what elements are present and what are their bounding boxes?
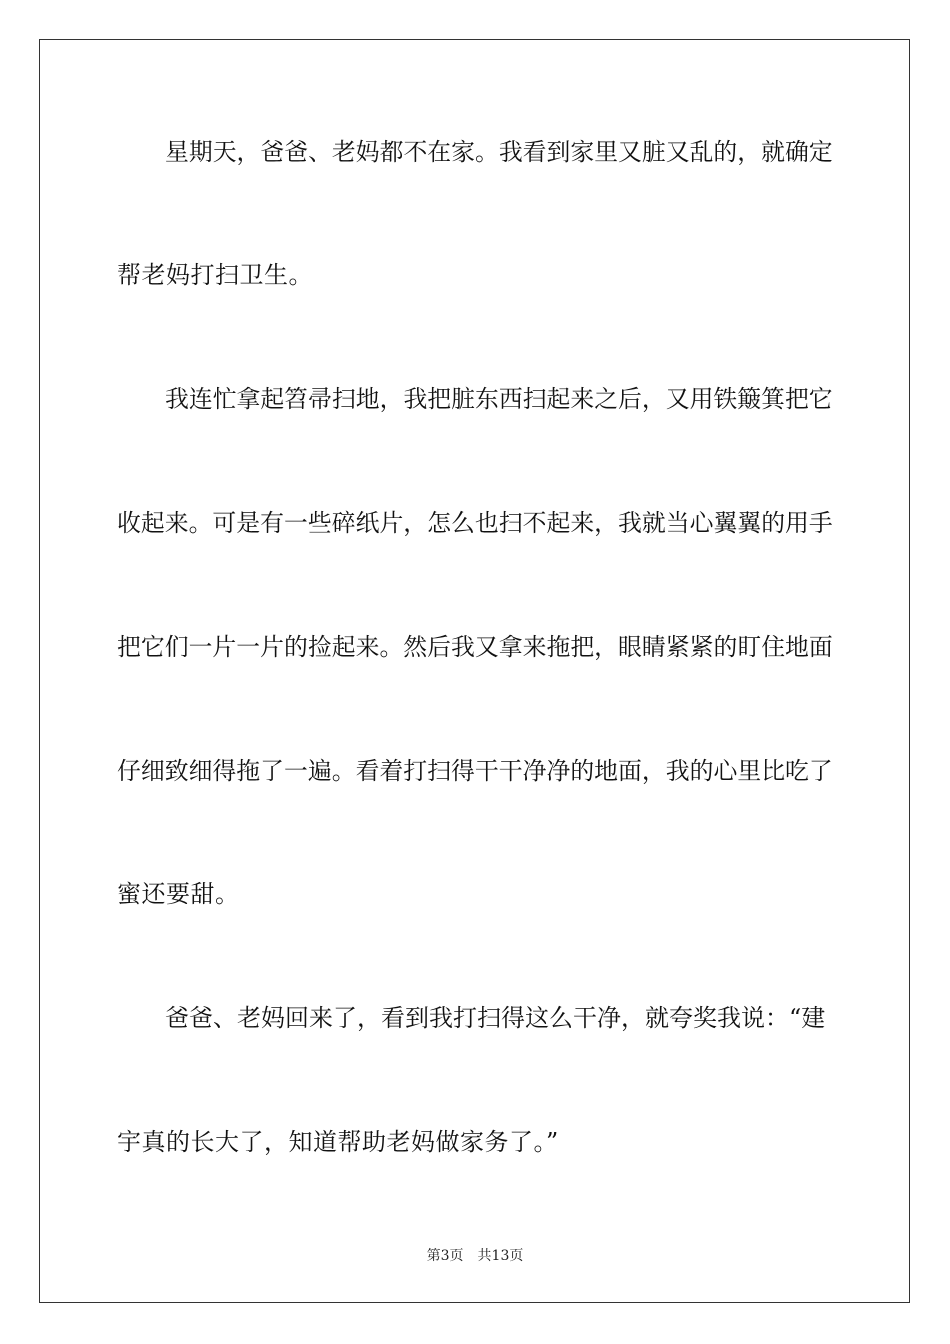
page-total: 共13页 bbox=[477, 1248, 524, 1264]
paragraph-1-line-2: 帮老妈打扫卫生。 bbox=[117, 261, 313, 289]
page-border bbox=[39, 39, 910, 1303]
paragraph-2-line-1: 我连忙拿起笤帚扫地，我把脏东西扫起来之后，又用铁簸箕把它 bbox=[165, 385, 833, 413]
paragraph-2-line-2: 收起来。可是有一些碎纸片，怎么也扫不起来，我就当心翼翼的用手 bbox=[117, 509, 833, 537]
paragraph-1-line-1: 星期天，爸爸、老妈都不在家。我看到家里又脏又乱的，就确定 bbox=[165, 138, 833, 166]
paragraph-2-line-3: 把它们一片一片的捡起来。然后我又拿来拖把，眼睛紧紧的盯住地面 bbox=[117, 633, 833, 661]
page-footer bbox=[0, 1247, 950, 1265]
paragraph-3-line-1: 爸爸、老妈回来了，看到我打扫得这么干净，就夸奖我说：“建 bbox=[165, 1004, 826, 1032]
paragraph-2-line-5: 蜜还要甜。 bbox=[117, 880, 240, 908]
page-number: 第3页 bbox=[426, 1248, 464, 1264]
paragraph-3-line-2: 宇真的长大了，知道帮助老妈做家务了。” bbox=[117, 1128, 559, 1156]
paragraph-2-line-4: 仔细致细得拖了一遍。看着打扫得干干净净的地面，我的心里比吃了 bbox=[117, 757, 833, 785]
